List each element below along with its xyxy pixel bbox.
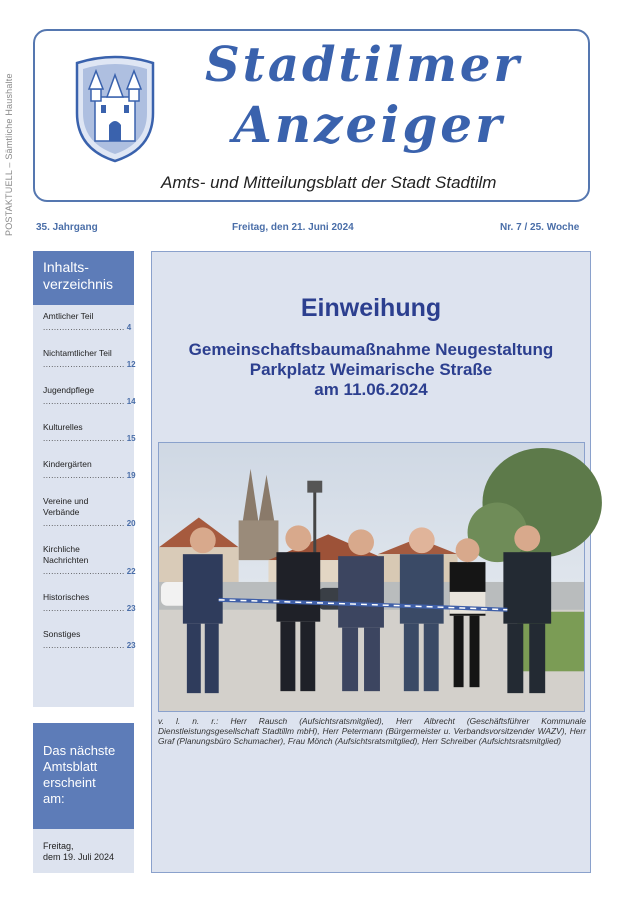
toc-heading-line2: verzeichnis <box>43 276 114 292</box>
article-headline: Einweihung <box>300 294 442 322</box>
toc-item-label: Amtlicher Teil <box>43 311 94 321</box>
ribbon-cutting-photo <box>158 442 585 712</box>
toc-item-label: Historisches <box>43 592 90 602</box>
toc-item[interactable]: Vereine und Verbände .............................. 20 <box>43 496 136 528</box>
photo-caption: v. l. n. r.: Herr Rausch (Aufsichtsratsmitglied), Herr Albrecht (Geschäftsführer Kommunale Dienstleistungsgesellschaft Stadtillm mbH), Herr Petermann (Bürgermeister u. Verbandsvorsitzender WAZV), Herr Graf (Planungsbüro Schumacher), Frau Mönch (Aufsichtsratsmitglied), Herr Schreiber (Aufsichtsratsmitglied) <box>158 716 586 746</box>
article-subheadline-line1: Gemeinschaftsbaumaßnahme Neugestaltung <box>188 340 554 359</box>
toc-item-page: 20 <box>126 519 136 528</box>
toc-heading <box>33 251 134 305</box>
masthead <box>33 29 590 202</box>
toc-item[interactable]: Kulturelles .............................. 15 <box>43 422 136 443</box>
issue-date: Freitag, den 21. Juni 2024 <box>232 222 354 233</box>
toc-item-label: Nichtamtlicher Teil <box>43 348 112 358</box>
article-subheadline <box>152 340 590 400</box>
next-issue-date-line1: Freitag, <box>43 841 74 851</box>
next-issue-date-line2: dem 19. Juli 2024 <box>43 852 115 862</box>
toc-item-page: 14 <box>126 397 136 406</box>
volume-label: 35. Jahrgang <box>36 222 98 233</box>
toc-item[interactable]: Kindergärten .............................. 19 <box>43 459 136 480</box>
issue-number: Nr. 7 / 25. Woche <box>500 222 580 233</box>
next-issue-line3: erscheint <box>43 775 96 790</box>
toc-item-page: 23 <box>126 641 136 650</box>
toc-item[interactable]: Kirchliche Nachrichten .............................. 22 <box>43 544 136 576</box>
toc-item-page: 4 <box>126 323 132 332</box>
toc-item-label: Kirchliche Nachrichten <box>43 544 89 565</box>
toc-item-page: 15 <box>126 434 136 443</box>
newspaper-subtitle: Amts- und Mitteilungsblatt der Stadt Stadtilm <box>161 173 497 192</box>
toc-item-label: Jugendpflege <box>43 385 95 395</box>
side-label-text: POSTAKTUELL – Sämtliche Haushalte <box>4 73 14 236</box>
newspaper-title-line2: Anzeiger <box>233 95 505 154</box>
toc-item-label: Kulturelles <box>43 422 83 432</box>
article-subheadline-line2: Parkplatz Weimarische Straße <box>249 360 493 379</box>
newspaper-title-line1: Stadtilmer <box>205 37 522 93</box>
next-issue-heading <box>33 723 134 829</box>
toc-item-page: 12 <box>126 360 136 369</box>
coat-of-arms-icon <box>69 53 161 165</box>
toc-list <box>33 305 134 651</box>
toc-item[interactable]: Historisches .............................. 23 <box>43 592 136 613</box>
toc-item-page: 19 <box>126 471 136 480</box>
side-label <box>4 36 18 236</box>
toc-item[interactable]: Amtlicher Teil .............................. 4 <box>43 311 132 332</box>
toc-item[interactable]: Sonstiges .............................. 23 <box>43 629 136 650</box>
article-subheadline-line3: am 11.06.2024 <box>314 380 428 399</box>
toc-item-label: Kindergärten <box>43 459 92 469</box>
toc-item[interactable]: Jugendpflege .............................. 14 <box>43 385 136 406</box>
next-issue-box <box>33 723 134 873</box>
toc-heading-line1: Inhalts- <box>43 259 89 275</box>
toc-item-label: Sonstiges <box>43 629 81 639</box>
next-issue-date <box>33 829 134 863</box>
next-issue-line4: am: <box>43 791 65 806</box>
toc-item[interactable]: Nichtamtlicher Teil .............................. 12 <box>43 348 136 369</box>
toc-item-page: 23 <box>126 604 136 613</box>
next-issue-line1: Das nächste <box>43 743 116 758</box>
toc-item-label: Vereine und Verbände <box>43 496 89 517</box>
toc-item-page: 22 <box>126 567 136 576</box>
lead-article <box>151 251 591 873</box>
table-of-contents <box>33 251 134 707</box>
next-issue-line2: Amtsblatt <box>43 759 98 774</box>
